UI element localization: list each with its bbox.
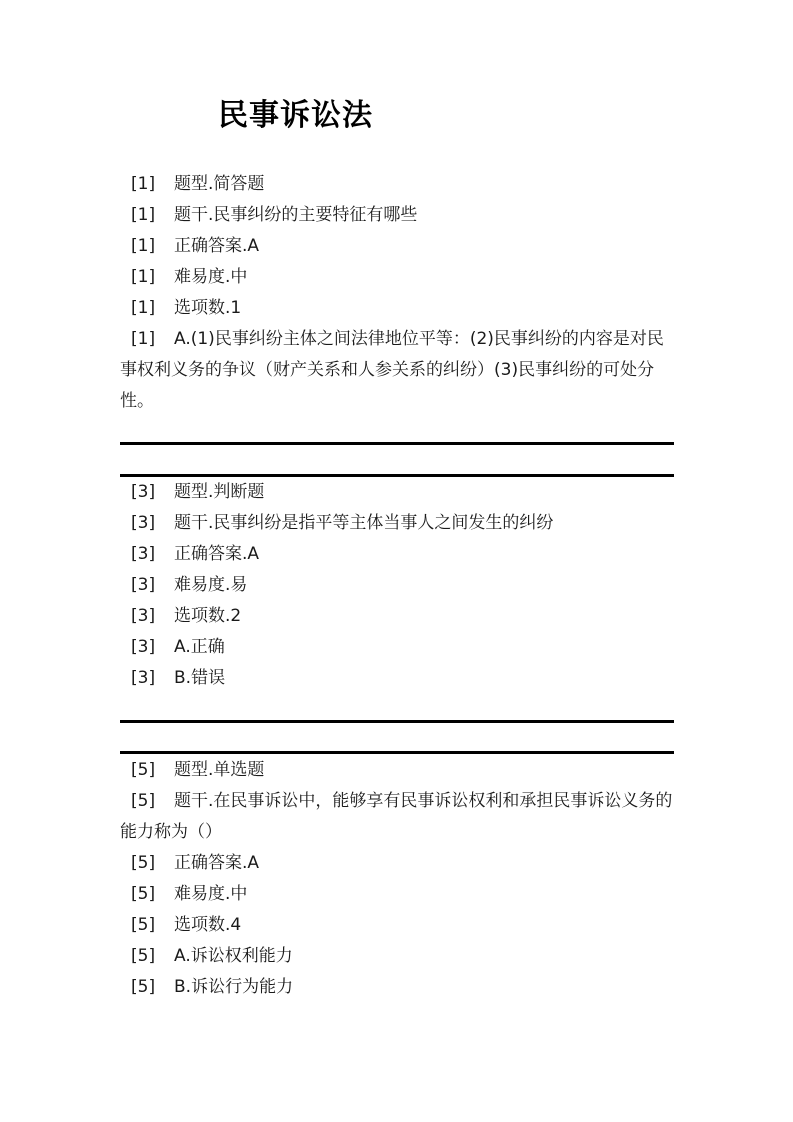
difficulty: 难易度.中	[174, 884, 248, 904]
difficulty: 难易度.易	[174, 575, 248, 595]
question-stem: 题干.在民事诉讼中，能够享有民事诉讼权利和承担民事诉讼义务的能力称为（）	[120, 791, 673, 842]
divider-rule	[120, 442, 674, 445]
answer-paragraph	[120, 324, 675, 417]
question-number: [3]	[131, 668, 156, 688]
question-number: [1]	[131, 267, 156, 287]
question-number: [3]	[131, 482, 156, 502]
question-number: [5]	[131, 977, 156, 997]
option-count: 选项数.4	[174, 915, 242, 935]
correct-answer: 正确答案.A	[174, 544, 260, 564]
question-block-3	[120, 477, 675, 694]
question-type: 题型.单选题	[174, 760, 265, 780]
question-line	[120, 570, 675, 601]
question-line	[120, 663, 675, 694]
option-a: A.正确	[174, 637, 225, 657]
question-number: [5]	[131, 884, 156, 904]
question-stem-paragraph	[120, 786, 675, 848]
question-stem: 题干.民事纠纷的主要特征有哪些	[174, 205, 418, 225]
question-number: [3]	[131, 575, 156, 595]
question-number: [3]	[131, 606, 156, 626]
question-line	[120, 508, 675, 539]
question-line	[120, 941, 675, 972]
question-number: [1]	[131, 329, 156, 349]
question-number: [1]	[131, 236, 156, 256]
option-a-text: A.(1)民事纠纷主体之间法律地位平等：(2)民事纠纷的内容是对民事权利义务的争议（财产关系和人参关系的纠纷）(3)民事纠纷的可处分性。	[120, 329, 664, 411]
option-a: A.诉讼权利能力	[174, 946, 293, 966]
option-count: 选项数.1	[174, 298, 242, 318]
question-line	[120, 293, 675, 324]
question-number: [3]	[131, 513, 156, 533]
page-title: 民事诉讼法	[218, 98, 373, 133]
correct-answer: 正确答案.A	[174, 236, 260, 256]
question-number: [5]	[131, 915, 156, 935]
question-stem: 题干.民事纠纷是指平等主体当事人之间发生的纠纷	[174, 513, 554, 533]
question-number: [1]	[131, 205, 156, 225]
question-number: [1]	[131, 298, 156, 318]
question-number: [5]	[131, 946, 156, 966]
question-line	[120, 910, 675, 941]
question-number: [3]	[131, 637, 156, 657]
option-b: B.错误	[174, 668, 226, 688]
question-line	[120, 169, 675, 200]
question-line	[120, 755, 675, 786]
question-line	[120, 601, 675, 632]
question-type: 题型.简答题	[174, 174, 265, 194]
question-number: [5]	[131, 853, 156, 873]
question-number: [1]	[131, 174, 156, 194]
question-line	[120, 632, 675, 663]
question-block-1	[120, 169, 675, 417]
question-line	[120, 262, 675, 293]
question-number: [3]	[131, 544, 156, 564]
difficulty: 难易度.中	[174, 267, 248, 287]
question-line	[120, 477, 675, 508]
question-number: [5]	[131, 791, 156, 811]
question-number: [5]	[131, 760, 156, 780]
divider-rule	[120, 751, 674, 754]
question-line	[120, 972, 675, 1003]
divider-rule	[120, 720, 674, 723]
question-type: 题型.判断题	[174, 482, 265, 502]
option-count: 选项数.2	[174, 606, 242, 626]
question-line	[120, 231, 675, 262]
question-block-5	[120, 755, 675, 1003]
question-line	[120, 879, 675, 910]
question-line	[120, 539, 675, 570]
question-line	[120, 848, 675, 879]
question-line	[120, 200, 675, 231]
correct-answer: 正确答案.A	[174, 853, 260, 873]
option-b: B.诉讼行为能力	[174, 977, 294, 997]
